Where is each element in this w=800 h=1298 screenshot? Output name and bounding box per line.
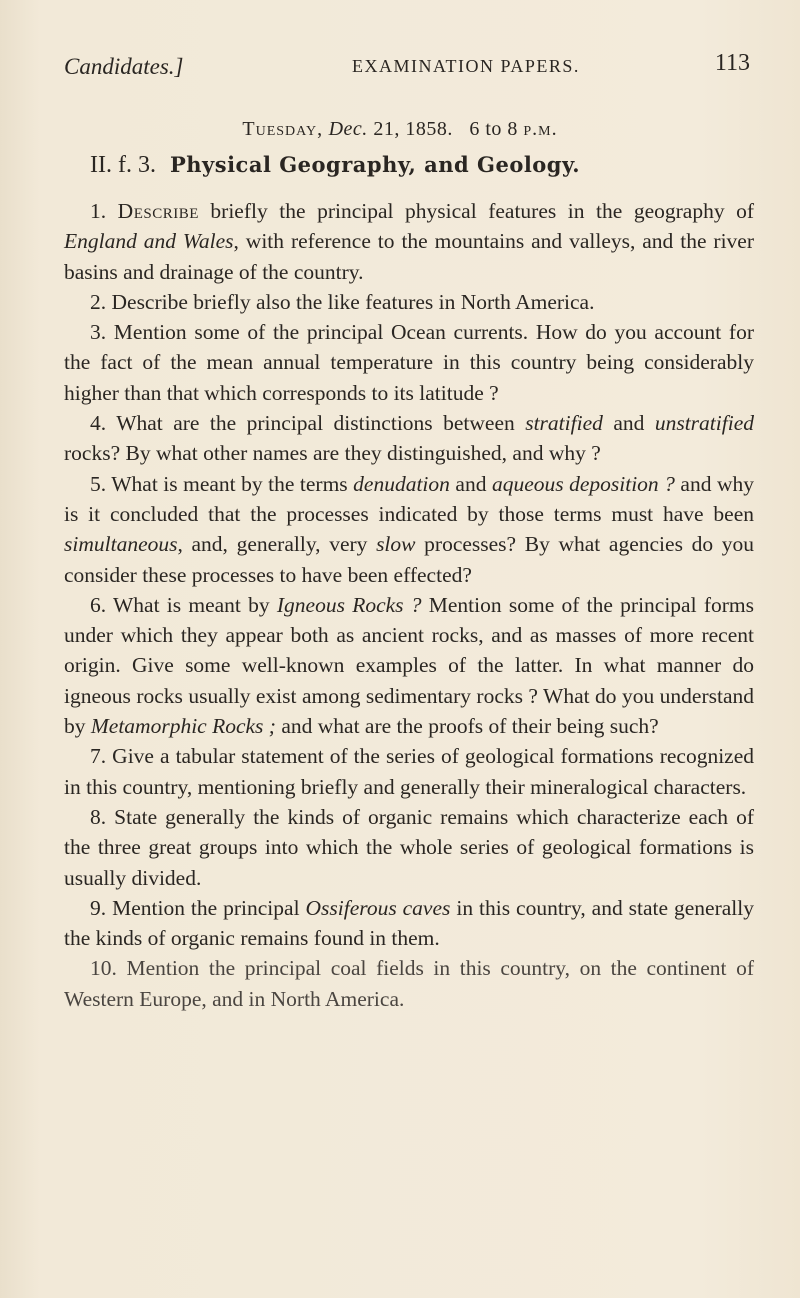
question-item: [64, 408, 754, 469]
question-emphasis: Igneous Rocks ?: [276, 592, 422, 617]
question-emphasis: slow: [376, 532, 416, 557]
question-number: 2.: [90, 289, 112, 314]
question-item: [64, 802, 754, 893]
exam-time: 6 to 8: [469, 118, 518, 140]
question-number: 4.: [90, 411, 117, 436]
question-text: What are the principal distinctions between: [116, 411, 526, 436]
question-item: [64, 196, 754, 287]
question-text: processes? By what agencies do you consider these processes to have been effected?: [64, 532, 754, 587]
question-text: , with reference to the mountains and valleys, and the river basins and drainage of the country.: [64, 229, 754, 284]
exam-date-line: [0, 118, 800, 141]
question-number: 1.: [90, 199, 118, 223]
question-list: [64, 196, 754, 1014]
page-number: 113: [714, 50, 750, 76]
question-item: [64, 317, 754, 408]
question-text: What is meant by: [112, 592, 277, 617]
question-emphasis: simultaneous: [64, 532, 178, 557]
question-text: in this country, and state generally the kinds of organic remains found in them.: [64, 895, 754, 951]
question-text: Give a tabular statement of the series of geological formations recognized in this country, mentioning briefly and generally their mineralogical characters.: [64, 744, 754, 799]
question-text: rocks? By what other names are they distinguished, and why ?: [64, 441, 601, 466]
exam-time-suffix: p.m.: [523, 118, 558, 140]
question-emphasis: Ossiferous caves: [305, 895, 451, 920]
question-item: [64, 741, 754, 802]
running-head-title: EXAMINATION PAPERS.: [352, 56, 580, 76]
question-text: and: [449, 471, 492, 496]
question-item: [64, 469, 754, 590]
section-code: II. f. 3.: [90, 152, 156, 178]
question-text: What is meant by the terms: [111, 471, 354, 496]
question-text: Mention some of the principal forms under which they appear both as ancient rocks, and as masses of more recent origin. Give some well-known examples of the latter. In what manner do igneous rocks usually exist among sedimentary rocks ? What do you understand by: [64, 592, 754, 739]
question-number: 3.: [90, 320, 114, 345]
question-text: briefly the principal physical features in the geography of: [198, 199, 755, 223]
question-emphasis: England and Wales: [64, 229, 234, 254]
exam-date-month: Dec.: [328, 118, 368, 140]
question-text: Describe briefly also the like features in North America.: [111, 289, 595, 314]
question-emphasis: aqueous deposition ?: [491, 471, 675, 496]
section-heading: [90, 152, 580, 179]
question-item: [64, 953, 754, 1014]
exam-day: Tuesday,: [242, 118, 324, 140]
question-number: 5.: [90, 471, 112, 496]
question-emphasis: stratified: [525, 411, 603, 436]
question-emphasis: Metamorphic Rocks ;: [90, 714, 276, 739]
question-text: and: [602, 411, 655, 436]
question-text: Describe: [117, 199, 199, 223]
question-item: [64, 590, 754, 741]
question-item: [64, 287, 754, 317]
question-number: 10.: [90, 956, 127, 981]
question-text: State generally the kinds of organic remains which characterize each of the three great groups into which the whole series of geological formations is usually divided.: [64, 804, 754, 890]
question-number: 6.: [90, 592, 113, 617]
question-number: 9.: [90, 895, 113, 920]
question-text: and why is it concluded that the processes indicated by those terms must have been: [64, 471, 754, 526]
question-text: Mention the principal coal fields in this country, on the continent of Western Europe, and in North America.: [64, 956, 754, 1011]
section-subject: Physical Geography, and Geology.: [169, 152, 581, 177]
question-number: 7.: [90, 744, 113, 769]
question-emphasis: unstratified: [654, 411, 754, 436]
question-item: [64, 893, 754, 954]
question-text: and what are the proofs of their being such?: [275, 714, 659, 739]
question-number: 8.: [90, 804, 115, 829]
question-text: Mention some of the principal Ocean currents. How do you account for the fact of the mean annual temperature in this country being considerably higher than that which corresponds to its latitude ?: [64, 320, 754, 405]
question-text: Mention the principal: [112, 895, 306, 920]
running-head-left: Candidates.]: [64, 54, 184, 79]
running-head: [64, 50, 750, 86]
exam-date: 21, 1858.: [373, 118, 453, 140]
question-text: , and, generally, very: [177, 532, 377, 557]
question-emphasis: denudation: [353, 471, 450, 496]
